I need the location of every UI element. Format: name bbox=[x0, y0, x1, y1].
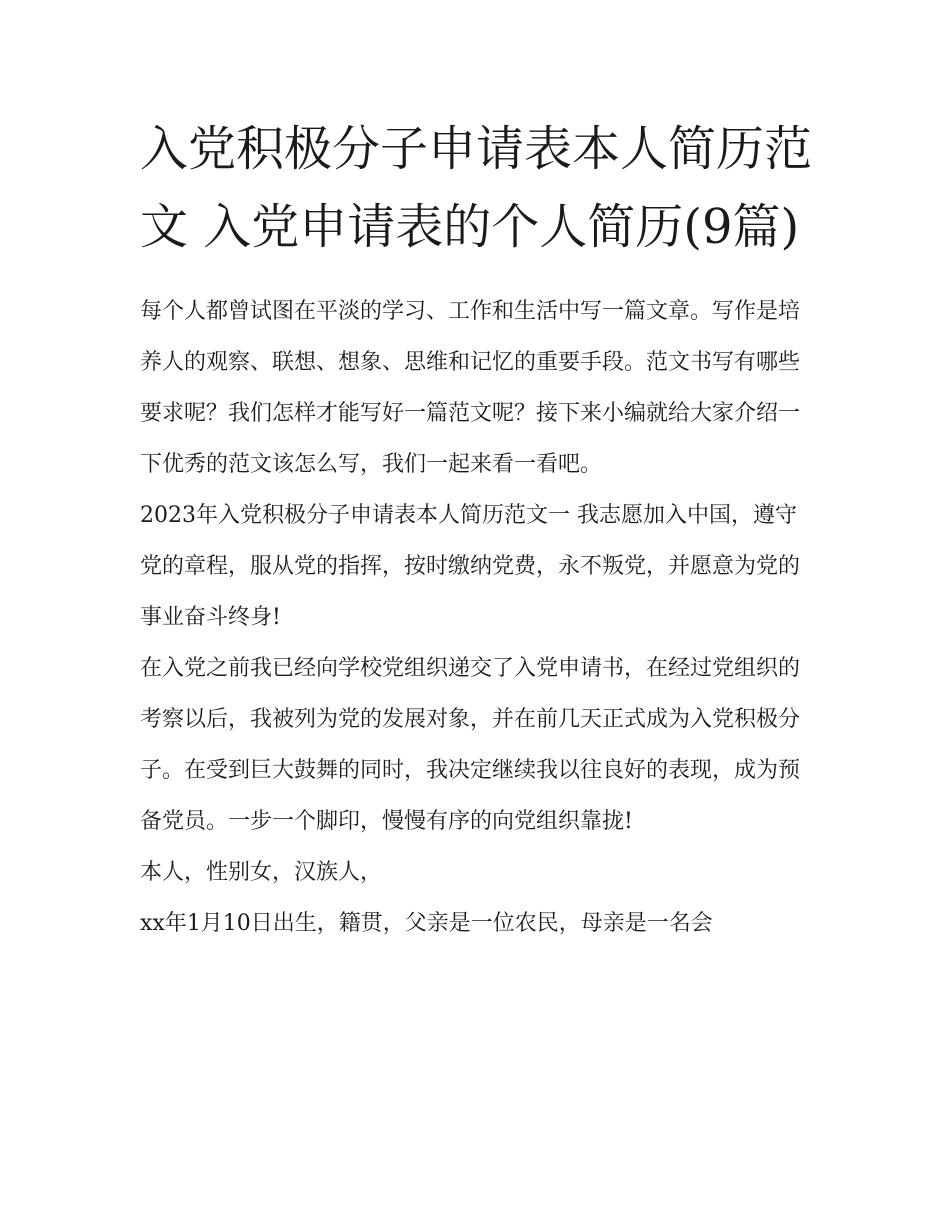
document-title: 入党积极分子申请表本人简历范文 入党申请表的个人简历(9篇) bbox=[140, 121, 813, 255]
paragraph-intro: 每个人都曾试图在平淡的学习、工作和生活中写一篇文章。写作是培养人的观察、联想、想象、思维和记忆的重要手段。范文书写有哪些要求呢？我们怎样才能写好一篇范文呢？接下来小编就给大家介绍一下优秀的范文该怎么写，我们一起来看一看吧。 bbox=[140, 299, 801, 477]
paragraph-personal-info: 本人，性别女，汉族人， bbox=[140, 860, 383, 885]
paragraph-application-history: 在入党之前我已经向学校党组织递交了入党申请书，在经过党组织的考察以后，我被列为党的发展对象，并在前几天正式成为入党积极分子。在受到巨大鼓舞的同时，我决定继续我以往良好的表现，成为预备党员。一步一个脚印，慢慢有序的向党组织靠拢! bbox=[140, 656, 801, 834]
document-page bbox=[140, 110, 812, 949]
paragraph-essay-one-opening: 2023年入党积极分子申请表本人简历范文一 我志愿加入中国，遵守党的章程，服从党的指挥，按时缴纳党费，永不叛党，并愿意为党的事业奋斗终身! bbox=[140, 503, 801, 630]
document-body bbox=[140, 286, 812, 949]
paragraph-birth-family: xx年1月10日出生，籍贯，父亲是一位农民，母亲是一名会 bbox=[140, 911, 713, 936]
